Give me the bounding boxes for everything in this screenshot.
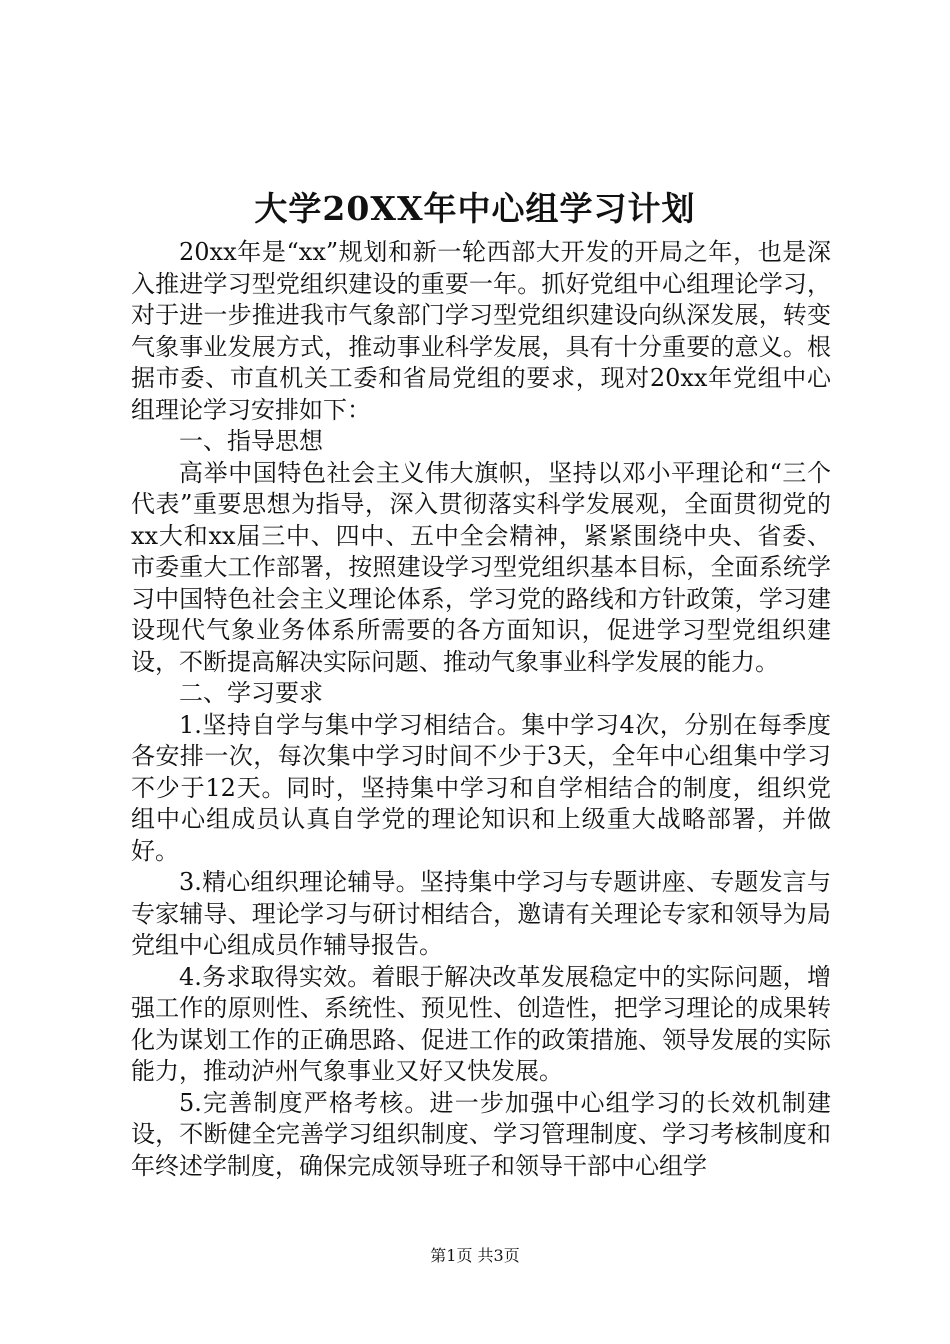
intro-paragraph: 20xx年是“xx”规划和新一轮西部大开发的开局之年，也是深入推进学习型党组织建设的重要一年。抓好党组中心组理论学习，对于进一步推进我市气象部门学习型党组织建设向纵深发展，转变气象事业发展方式，推动事业科学发展，具有十分重要的意义。根据市委、市直机关工委和省局党组的要求，现对20xx年党组中心组理论学习安排如下：: [131, 238, 831, 424]
section-heading-study-requirements: 二、学习要求: [179, 679, 323, 707]
guiding-thought-paragraph: 高举中国特色社会主义伟大旗帜，坚持以邓小平理论和“三个代表”重要思想为指导，深入贯彻落实科学发展观，全面贯彻党的xx大和xx届三中、四中、五中全会精神，紧紧围绕中央、省委、市委重大工作部署，按照建设学习型党组织基本目标，全面系统学习中国特色社会主义理论体系，学习党的路线和方针政策，学习建设现代气象业务体系所需要的各方面知识，促进学习型党组织建设，不断提高解决实际问题、推动气象事业科学发展的能力。: [131, 458, 831, 676]
document-body: [131, 237, 831, 1182]
document-title: 大学20XX年中心组学习计划: [254, 189, 696, 228]
requirement-item-5: 5.完善制度严格考核。进一步加强中心组学习的长效机制建设，不断健全完善学习组织制度、学习管理制度、学习考核制度和年终述学制度，确保完成领导班子和领导干部中心组学: [131, 1088, 831, 1180]
section-heading-guiding-thought: 一、指导思想: [179, 427, 323, 455]
page-footer: 第1页 共3页: [430, 1246, 520, 1265]
requirement-item-4: 4.务求取得实效。着眼于解决改革发展稳定中的实际问题，增强工作的原则性、系统性、预见性、创造性，把学习理论的成果转化为谋划工作的正确思路、促进工作的政策措施、领导发展的实际能力，推动泸州气象事业又好又快发展。: [131, 962, 831, 1085]
requirement-item-3: 3.精心组织理论辅导。坚持集中学习与专题讲座、专题发言与专家辅导、理论学习与研讨相结合，邀请有关理论专家和领导为局党组中心组成员作辅导报告。: [131, 868, 831, 959]
requirement-item-1: 1.坚持自学与集中学习相结合。集中学习4次，分别在每季度各安排一次，每次集中学习时间不少于3天，全年中心组集中学习不少于12天。同时，坚持集中学习和自学相结合的制度，组织党组中心组成员认真自学党的理论知识和上级重大战略部署，并做好。: [131, 710, 831, 865]
